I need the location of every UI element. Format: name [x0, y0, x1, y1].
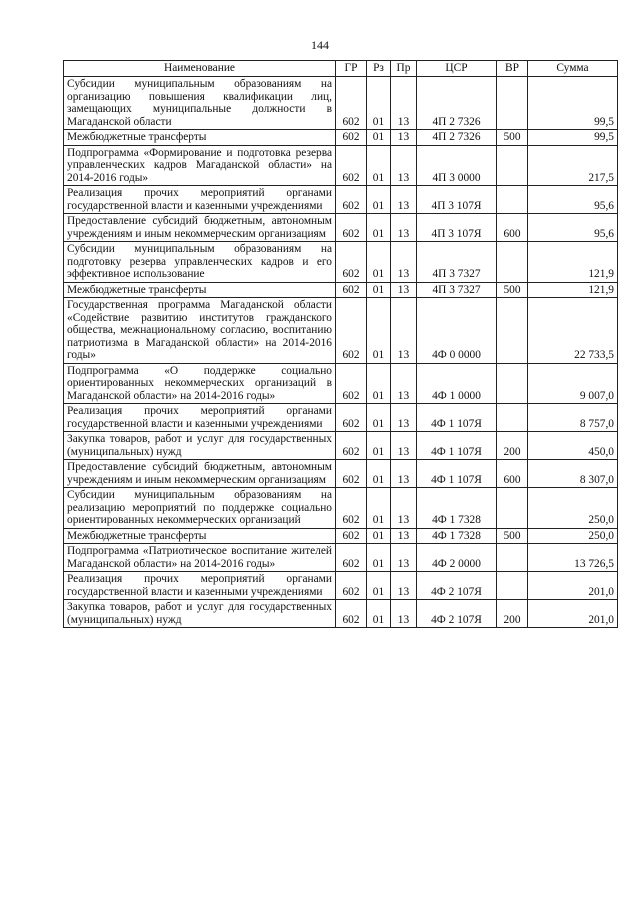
row-gr: 602	[336, 214, 367, 242]
row-gr: 602	[336, 600, 367, 628]
row-name: Подпрограмма «Формирование и подготовка резерва управленческих кадров Магаданской области» на 2014-2016 годы»	[64, 145, 336, 186]
table-row	[64, 77, 618, 130]
row-sum: 95,6	[528, 186, 618, 214]
row-vr: 500	[497, 282, 528, 298]
row-csr: 4П 3 0000	[417, 145, 497, 186]
row-vr	[497, 404, 528, 432]
header-csr: ЦСР	[417, 61, 497, 77]
row-pr: 13	[391, 528, 417, 544]
row-name: Межбюджетные трансферты	[64, 282, 336, 298]
row-vr: 600	[497, 460, 528, 488]
row-sum: 450,0	[528, 432, 618, 460]
row-gr: 602	[336, 404, 367, 432]
row-csr: 4Ф 1 107Я	[417, 404, 497, 432]
budget-table	[63, 60, 618, 628]
row-gr: 602	[336, 130, 367, 146]
row-sum: 121,9	[528, 282, 618, 298]
row-csr: 4П 3 7327	[417, 282, 497, 298]
row-gr: 602	[336, 488, 367, 529]
row-csr: 4П 3 7327	[417, 242, 497, 283]
table-row	[64, 404, 618, 432]
row-gr: 602	[336, 572, 367, 600]
row-pr: 13	[391, 242, 417, 283]
row-csr: 4Ф 2 107Я	[417, 600, 497, 628]
row-vr	[497, 77, 528, 130]
row-name: Субсидии муниципальным образованиям на организацию повышения квалификации лиц, замещающих муниципальные должности в Магаданской области	[64, 77, 336, 130]
row-csr: 4Ф 1 7328	[417, 528, 497, 544]
table-row	[64, 298, 618, 364]
row-sum: 99,5	[528, 130, 618, 146]
row-csr: 4Ф 1 0000	[417, 363, 497, 404]
header-pr: Пр	[391, 61, 417, 77]
row-sum: 250,0	[528, 488, 618, 529]
row-sum: 9 007,0	[528, 363, 618, 404]
row-name: Подпрограмма «О поддержке социально ориентированных некоммерческих организаций в Магаданской области» на 2014-2016 годы»	[64, 363, 336, 404]
row-rz: 01	[367, 186, 391, 214]
row-vr	[497, 145, 528, 186]
row-gr: 602	[336, 77, 367, 130]
header-rz: Рз	[367, 61, 391, 77]
row-rz: 01	[367, 363, 391, 404]
row-csr: 4Ф 0 0000	[417, 298, 497, 364]
row-pr: 13	[391, 572, 417, 600]
row-name: Субсидии муниципальным образованиям на реализацию мероприятий по поддержке социально ориентированных некоммерческих организаций	[64, 488, 336, 529]
row-gr: 602	[336, 432, 367, 460]
row-rz: 01	[367, 214, 391, 242]
row-csr: 4Ф 1 107Я	[417, 460, 497, 488]
row-rz: 01	[367, 404, 391, 432]
row-gr: 602	[336, 363, 367, 404]
row-vr	[497, 544, 528, 572]
row-csr: 4П 2 7326	[417, 77, 497, 130]
table-row	[64, 528, 618, 544]
row-vr: 500	[497, 130, 528, 146]
row-sum: 217,5	[528, 145, 618, 186]
row-pr: 13	[391, 488, 417, 529]
row-vr	[497, 298, 528, 364]
row-gr: 602	[336, 145, 367, 186]
row-pr: 13	[391, 214, 417, 242]
row-pr: 13	[391, 404, 417, 432]
row-rz: 01	[367, 298, 391, 364]
row-name: Межбюджетные трансферты	[64, 130, 336, 146]
row-pr: 13	[391, 298, 417, 364]
header-gr: ГР	[336, 61, 367, 77]
row-rz: 01	[367, 282, 391, 298]
row-pr: 13	[391, 130, 417, 146]
row-pr: 13	[391, 460, 417, 488]
row-sum: 99,5	[528, 77, 618, 130]
row-pr: 13	[391, 282, 417, 298]
table-row	[64, 572, 618, 600]
row-sum: 8 757,0	[528, 404, 618, 432]
row-vr	[497, 242, 528, 283]
table-row	[64, 242, 618, 283]
row-gr: 602	[336, 282, 367, 298]
row-pr: 13	[391, 363, 417, 404]
row-name: Реализация прочих мероприятий органами государственной власти и казенными учреждениями	[64, 404, 336, 432]
row-rz: 01	[367, 600, 391, 628]
row-csr: 4П 3 107Я	[417, 186, 497, 214]
row-rz: 01	[367, 572, 391, 600]
table-row	[64, 488, 618, 529]
row-vr: 500	[497, 528, 528, 544]
table-row	[64, 432, 618, 460]
table-header-row	[64, 61, 618, 77]
row-rz: 01	[367, 242, 391, 283]
table-row	[64, 282, 618, 298]
table-row	[64, 544, 618, 572]
row-name: Межбюджетные трансферты	[64, 528, 336, 544]
table-row	[64, 214, 618, 242]
row-vr	[497, 363, 528, 404]
row-rz: 01	[367, 77, 391, 130]
row-sum: 121,9	[528, 242, 618, 283]
row-sum: 8 307,0	[528, 460, 618, 488]
row-vr: 600	[497, 214, 528, 242]
row-name: Подпрограмма «Патриотическое воспитание жителей Магаданской области» на 2014-2016 годы»	[64, 544, 336, 572]
row-sum: 22 733,5	[528, 298, 618, 364]
row-name: Реализация прочих мероприятий органами государственной власти и казенными учреждениями	[64, 572, 336, 600]
header-name: Наименование	[64, 61, 336, 77]
row-gr: 602	[336, 298, 367, 364]
row-name: Предоставление субсидий бюджетным, автономным учреждениям и иным некоммерческим организациям	[64, 214, 336, 242]
row-sum: 250,0	[528, 528, 618, 544]
row-sum: 13 726,5	[528, 544, 618, 572]
row-gr: 602	[336, 460, 367, 488]
table-row	[64, 600, 618, 628]
row-name: Государственная программа Магаданской области «Содействие развитию институтов гражданского общества, межнациональному согласию, воспитанию патриотизма в Магаданской области» на 2014-2016 годы»	[64, 298, 336, 364]
row-name: Закупка товаров, работ и услуг для государственных (муниципальных) нужд	[64, 432, 336, 460]
header-sum: Сумма	[528, 61, 618, 77]
row-pr: 13	[391, 77, 417, 130]
row-vr	[497, 488, 528, 529]
table-row	[64, 145, 618, 186]
header-vr: ВР	[497, 61, 528, 77]
row-vr: 200	[497, 600, 528, 628]
row-sum: 201,0	[528, 572, 618, 600]
row-name: Субсидии муниципальным образованиям на подготовку резерва управленческих кадров и его эффективное использование	[64, 242, 336, 283]
row-gr: 602	[336, 186, 367, 214]
row-name: Реализация прочих мероприятий органами государственной власти и казенными учреждениями	[64, 186, 336, 214]
row-pr: 13	[391, 186, 417, 214]
row-vr: 200	[497, 432, 528, 460]
row-rz: 01	[367, 488, 391, 529]
page-number: 144	[311, 38, 329, 52]
row-name: Предоставление субсидий бюджетным, автономным учреждениям и иным некоммерческим организациям	[64, 460, 336, 488]
table-row	[64, 460, 618, 488]
row-csr: 4П 3 107Я	[417, 214, 497, 242]
row-pr: 13	[391, 544, 417, 572]
row-name: Закупка товаров, работ и услуг для государственных (муниципальных) нужд	[64, 600, 336, 628]
table-row	[64, 186, 618, 214]
row-rz: 01	[367, 528, 391, 544]
row-csr: 4Ф 1 107Я	[417, 432, 497, 460]
row-rz: 01	[367, 432, 391, 460]
row-csr: 4П 2 7326	[417, 130, 497, 146]
row-rz: 01	[367, 145, 391, 186]
row-rz: 01	[367, 460, 391, 488]
row-pr: 13	[391, 600, 417, 628]
table-row	[64, 130, 618, 146]
row-pr: 13	[391, 432, 417, 460]
row-sum: 201,0	[528, 600, 618, 628]
row-csr: 4Ф 1 7328	[417, 488, 497, 529]
row-rz: 01	[367, 544, 391, 572]
row-rz: 01	[367, 130, 391, 146]
row-sum: 95,6	[528, 214, 618, 242]
row-gr: 602	[336, 242, 367, 283]
row-vr	[497, 572, 528, 600]
table-row	[64, 363, 618, 404]
row-gr: 602	[336, 544, 367, 572]
row-csr: 4Ф 2 0000	[417, 544, 497, 572]
row-vr	[497, 186, 528, 214]
row-gr: 602	[336, 528, 367, 544]
row-pr: 13	[391, 145, 417, 186]
row-csr: 4Ф 2 107Я	[417, 572, 497, 600]
